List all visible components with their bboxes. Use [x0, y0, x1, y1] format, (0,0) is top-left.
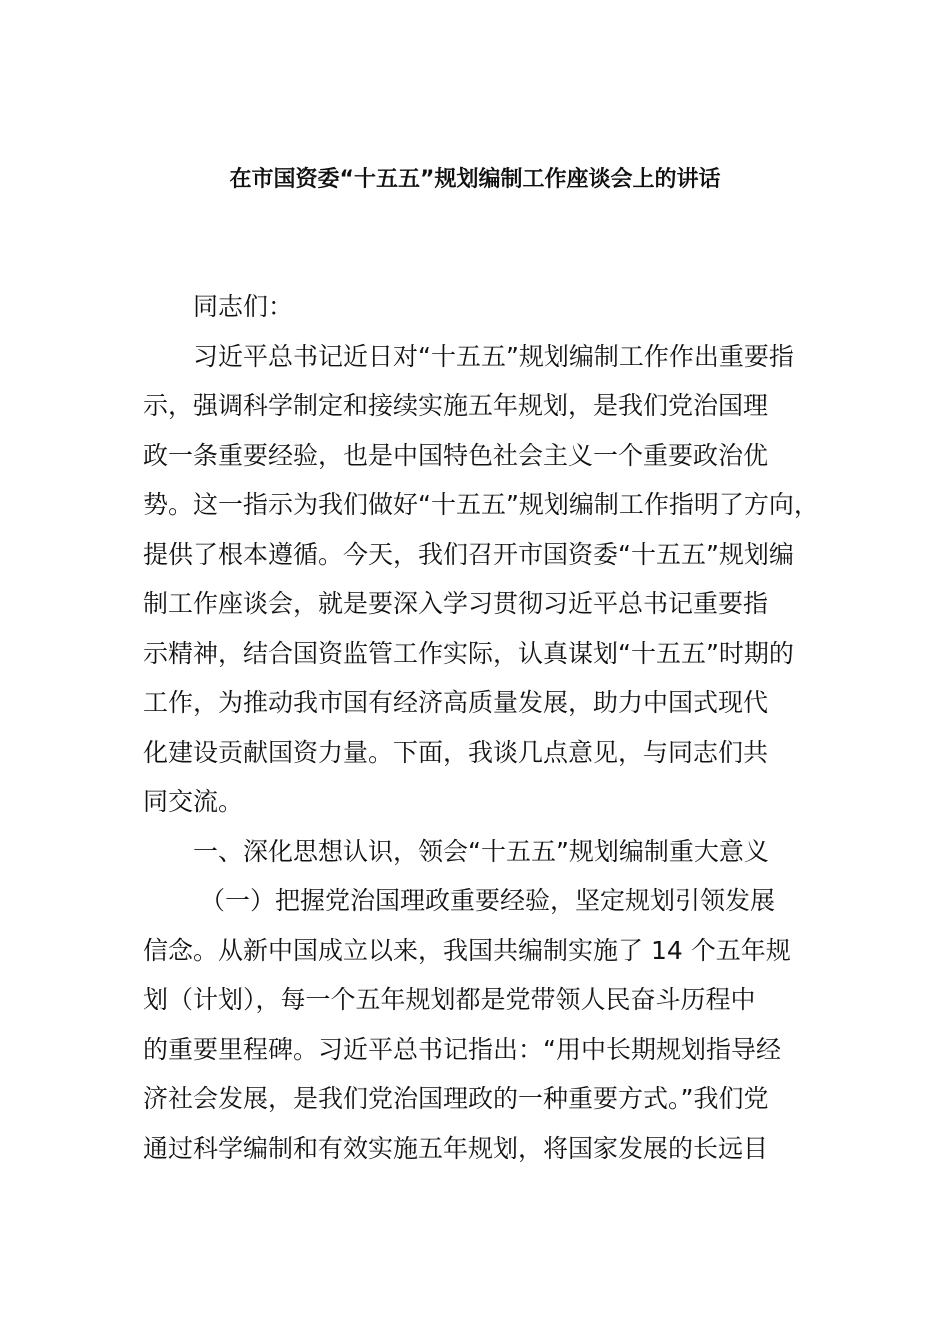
paragraph-line: 同交流。 [143, 787, 244, 816]
paragraph-line: 示精神，结合国资监管工作实际，认真谋划“十五五”时期的 [143, 638, 794, 668]
document-title: 在市国资委“十五五”规划编制工作座谈会上的讲话 [229, 167, 721, 192]
paragraph-line: 势。这一指示为我们做好“十五五”规划编制工作指明了方向， [143, 490, 819, 519]
document-body [143, 282, 823, 1173]
paragraph-line: 习近平总书记近日对“十五五”规划编制工作作出重要指 [193, 341, 794, 371]
paragraph-line: 济社会发展，是我们党治国理政的一种重要方式。”我们党 [143, 1084, 769, 1113]
section-heading: 一、深化思想认识，领会“十五五”规划编制重大意义 [193, 836, 769, 866]
paragraph-line: 化建设贡献国资力量。下面，我谈几点意见，与同志们共 [143, 737, 769, 767]
paragraph-line: 工作，为推动我市国有经济高质量发展，助力中国式现代 [143, 688, 769, 717]
salutation-line: 同志们： [193, 292, 294, 321]
paragraph-line: 政一条重要经验，也是中国特色社会主义一个重要政治优 [143, 440, 769, 470]
paragraph-line: 划（计划），每一个五年规划都是党带领人民奋斗历程中 [143, 985, 756, 1014]
paragraph-line: 示，强调科学制定和接续实施五年规划，是我们党治国理 [143, 391, 769, 420]
paragraph-line: 制工作座谈会，就是要深入学习贯彻习近平总书记重要指 [143, 589, 769, 618]
paragraph-line: 信念。从新中国成立以来，我国共编制实施了 14 个五年规 [143, 935, 791, 965]
subsection-line: （一）把握党治国理政重要经验，坚定规划引领发展 [200, 886, 776, 915]
paragraph-line: 提供了根本遵循。今天，我们召开市国资委“十五五”规划编 [143, 539, 794, 569]
paragraph-line: 的重要里程碑。习近平总书记指出：“用中长期规划指导经 [143, 1034, 781, 1064]
paragraph-line: 通过科学编制和有效实施五年规划，将国家发展的长远目 [143, 1133, 769, 1163]
